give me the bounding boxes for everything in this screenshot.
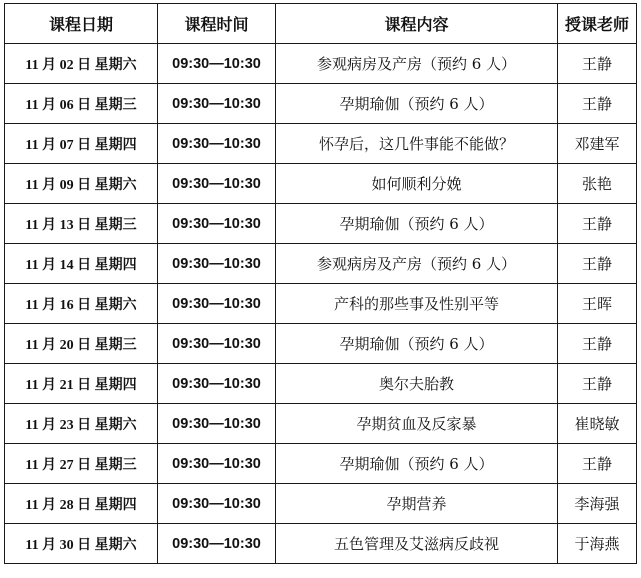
- cell-teacher: 崔晓敏: [558, 404, 637, 444]
- cell-teacher: 李海强: [558, 484, 637, 524]
- cell-time: 09:30—10:30: [158, 44, 276, 84]
- cell-content: 孕期瑜伽（预约 6 人）: [276, 204, 558, 244]
- table-row: [5, 364, 637, 404]
- header-time: 课程时间: [158, 4, 276, 44]
- table-row: [5, 124, 637, 164]
- table-body: [5, 44, 637, 564]
- cell-content: 孕期营养: [276, 484, 558, 524]
- cell-time: 09:30—10:30: [158, 324, 276, 364]
- cell-date: 11 月 28 日 星期四: [5, 484, 158, 524]
- cell-teacher: 王静: [558, 244, 637, 284]
- cell-date: 11 月 06 日 星期三: [5, 84, 158, 124]
- table-row: [5, 84, 637, 124]
- table-row: [5, 324, 637, 364]
- cell-teacher: 于海燕: [558, 524, 637, 564]
- cell-time: 09:30—10:30: [158, 404, 276, 444]
- table-row: [5, 244, 637, 284]
- cell-time: 09:30—10:30: [158, 84, 276, 124]
- table-row: [5, 484, 637, 524]
- cell-content: 孕期瑜伽（预约 6 人）: [276, 444, 558, 484]
- cell-teacher: 王晖: [558, 284, 637, 324]
- cell-teacher: 王静: [558, 204, 637, 244]
- cell-time: 09:30—10:30: [158, 164, 276, 204]
- cell-content: 参观病房及产房（预约 6 人）: [276, 244, 558, 284]
- cell-date: 11 月 21 日 星期四: [5, 364, 158, 404]
- cell-teacher: 王静: [558, 84, 637, 124]
- cell-date: 11 月 07 日 星期四: [5, 124, 158, 164]
- table-header: [5, 4, 637, 44]
- cell-date: 11 月 30 日 星期六: [5, 524, 158, 564]
- cell-time: 09:30—10:30: [158, 484, 276, 524]
- cell-teacher: 邓建军: [558, 124, 637, 164]
- cell-teacher: 张艳: [558, 164, 637, 204]
- cell-time: 09:30—10:30: [158, 244, 276, 284]
- cell-time: 09:30—10:30: [158, 444, 276, 484]
- cell-date: 11 月 27 日 星期三: [5, 444, 158, 484]
- cell-content: 怀孕后，这几件事能不能做？: [276, 124, 558, 164]
- cell-teacher: 王静: [558, 364, 637, 404]
- cell-time: 09:30—10:30: [158, 364, 276, 404]
- table-row: [5, 204, 637, 244]
- header-date: 课程日期: [5, 4, 158, 44]
- cell-content: 如何顺利分娩: [276, 164, 558, 204]
- cell-date: 11 月 13 日 星期三: [5, 204, 158, 244]
- cell-date: 11 月 16 日 星期六: [5, 284, 158, 324]
- table-row: [5, 44, 637, 84]
- cell-date: 11 月 09 日 星期六: [5, 164, 158, 204]
- cell-time: 09:30—10:30: [158, 524, 276, 564]
- cell-content: 孕期贫血及反家暴: [276, 404, 558, 444]
- header-teacher: 授课老师: [558, 4, 637, 44]
- cell-date: 11 月 23 日 星期六: [5, 404, 158, 444]
- cell-content: 孕期瑜伽（预约 6 人）: [276, 324, 558, 364]
- cell-teacher: 王静: [558, 44, 637, 84]
- cell-date: 11 月 20 日 星期三: [5, 324, 158, 364]
- table-row: [5, 164, 637, 204]
- header-content: 课程内容: [276, 4, 558, 44]
- table-row: [5, 524, 637, 564]
- table-row: [5, 284, 637, 324]
- cell-date: 11 月 02 日 星期六: [5, 44, 158, 84]
- cell-teacher: 王静: [558, 444, 637, 484]
- cell-content: 产科的那些事及性别平等: [276, 284, 558, 324]
- cell-time: 09:30—10:30: [158, 284, 276, 324]
- table-row: [5, 404, 637, 444]
- cell-teacher: 王静: [558, 324, 637, 364]
- course-schedule-table: [4, 3, 637, 564]
- cell-content: 孕期瑜伽（预约 6 人）: [276, 84, 558, 124]
- table-row: [5, 444, 637, 484]
- cell-time: 09:30—10:30: [158, 204, 276, 244]
- cell-content: 参观病房及产房（预约 6 人）: [276, 44, 558, 84]
- cell-date: 11 月 14 日 星期四: [5, 244, 158, 284]
- cell-content: 五色管理及艾滋病反歧视: [276, 524, 558, 564]
- cell-content: 奥尔夫胎教: [276, 364, 558, 404]
- cell-time: 09:30—10:30: [158, 124, 276, 164]
- header-row: [5, 4, 637, 44]
